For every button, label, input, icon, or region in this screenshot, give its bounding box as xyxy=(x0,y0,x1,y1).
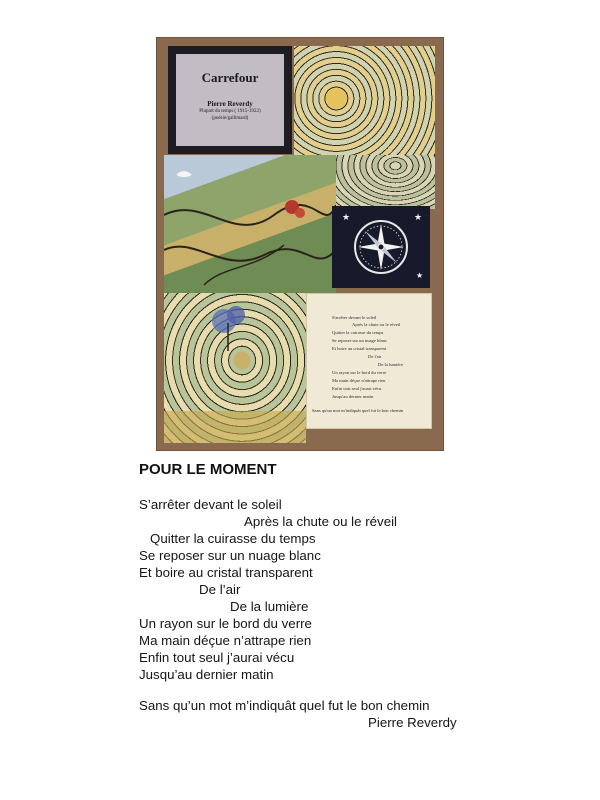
contour-strip-panel xyxy=(336,155,435,209)
card-line-3: Quitter la cuirasse du temps xyxy=(332,330,384,335)
poem-line-12: Sans qu’un mot m’indiquât quel fut le bon chemin xyxy=(139,698,430,713)
landscape-panel xyxy=(164,155,336,293)
artwork-source-line1: Plupart du temps ( 1915-1922) xyxy=(199,109,261,114)
compass-card xyxy=(332,206,430,288)
poem-line-7: De la lumière xyxy=(230,599,309,614)
svg-text:★: ★ xyxy=(416,271,424,280)
poem-line-11: Jusqu’au dernier matin xyxy=(139,667,274,682)
poem-line-4: Se reposer sur un nuage blanc xyxy=(139,548,321,563)
title-card-label xyxy=(176,54,284,146)
card-line-5: Et boire au cristal transparent xyxy=(332,346,387,351)
card-line-2: Après la chute ou le réveil xyxy=(352,322,401,327)
poem-author: Pierre Reverdy xyxy=(368,715,457,730)
card-line-1: S'arrêter devant le soleil xyxy=(332,315,377,320)
poem-line-5: Et boire au cristal transparent xyxy=(139,565,313,580)
poem-line-8: Un rayon sur le bord du verre xyxy=(139,616,312,631)
card-line-8: Un rayon sur le bord du verre xyxy=(332,370,387,375)
artwork-poem-card xyxy=(306,293,432,429)
svg-text:★: ★ xyxy=(342,213,351,223)
poem-line-1: S’arrêter devant le soleil xyxy=(139,497,282,512)
card-line-6: De l'air xyxy=(368,354,382,359)
card-line-12: Sans qu'un mot m'indiquât quel fut le bon chemin xyxy=(312,408,404,413)
card-line-11: Jusqu'au dernier matin xyxy=(332,394,374,399)
artwork-author: Pierre Reverdy xyxy=(207,100,253,108)
landscape-drawing xyxy=(164,155,336,293)
poem-line-2: Après la chute ou le réveil xyxy=(244,514,397,529)
lower-contour-panel xyxy=(164,293,306,443)
compass-rose-icon xyxy=(332,206,430,288)
tree-drawing xyxy=(164,293,306,443)
poem-title: POUR LE MOMENT xyxy=(139,461,277,478)
svg-text:★: ★ xyxy=(414,213,423,223)
card-line-9: Ma main déçue n'attrape rien xyxy=(332,378,386,383)
poem-line-3: Quitter la cuirasse du temps xyxy=(150,531,316,546)
poem-line-10: Enfin tout seul j’aurai vécu xyxy=(139,650,295,665)
artwork-title: Carrefour xyxy=(201,70,259,85)
title-card xyxy=(168,46,292,154)
artwork-source-line2: (poésie/gallimard) xyxy=(211,116,249,121)
card-line-7: De la lumière xyxy=(378,362,403,367)
card-line-10: Enfin tout seul j'aurai vécu xyxy=(332,386,382,391)
poem-line-6: De l’air xyxy=(199,582,241,597)
card-line-4: Se reposer sur un nuage blanc xyxy=(332,338,387,343)
poem-line-9: Ma main déçue n’attrape rien xyxy=(139,633,312,648)
